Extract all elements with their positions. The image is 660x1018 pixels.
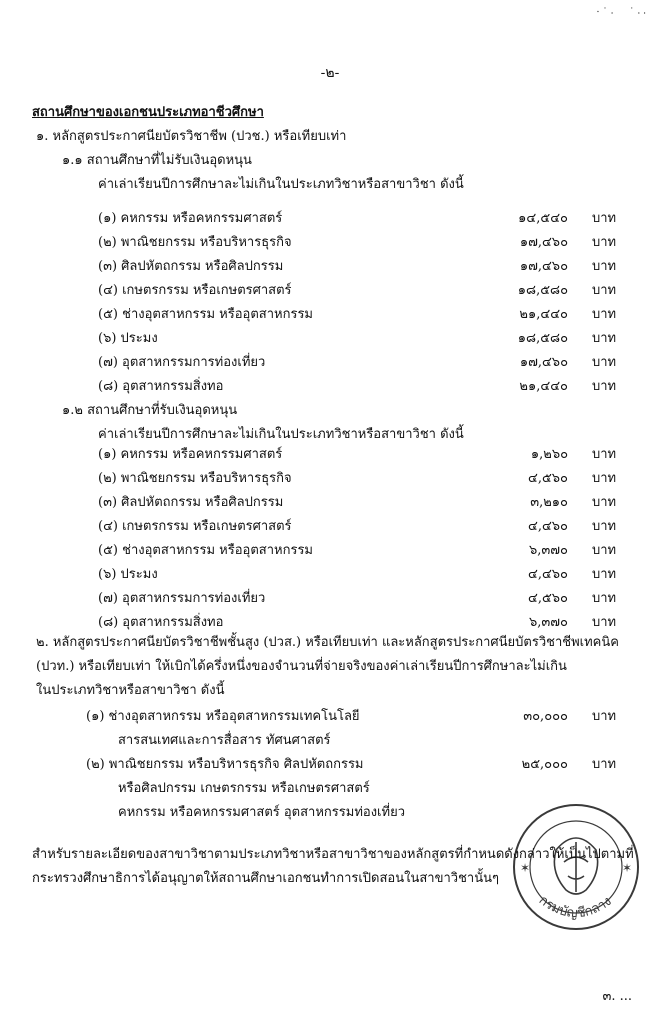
sub2-title: ๑.๒ สถานศึกษาที่รับเงินอุดหนุน	[62, 403, 238, 418]
sub1-item-label: (๒) พาณิชยกรรม หรือบริหารธุรกิจ	[98, 235, 292, 250]
sub1-title: ๑.๑ สถานศึกษาที่ไม่รับเงินอุดหนุน	[62, 153, 252, 168]
sub1-item-amount: ๑๗,๔๖๐	[519, 259, 568, 274]
sub2-item-label: (๓) ศิลปหัตถกรรม หรือศิลปกรรม	[98, 495, 284, 510]
sub2-item-label: (๘) อุตสาหกรรมสิ่งทอ	[98, 615, 224, 630]
sub1-item-unit: บาท	[592, 235, 617, 250]
sub1-item-label: (๕) ช่างอุตสาหกรรม หรืออุตสาหกรรม	[98, 307, 313, 322]
sub1-item-amount: ๑๘,๕๘๐	[517, 331, 568, 346]
sec2-item2-amount: ๒๕,๐๐๐	[521, 757, 568, 772]
sub1-item-amount: ๑๗,๔๖๐	[519, 235, 568, 250]
sub2-item-unit: บาท	[592, 471, 617, 486]
sub2-item-unit: บาท	[592, 615, 617, 630]
seal-text: กรมบัญชีกลาง	[535, 892, 615, 922]
sub2-item-amount: ๑,๒๖๐	[530, 447, 568, 462]
sec2-item2-line1: (๒) พาณิชยกรรม หรือบริหารธุรกิจ ศิลปหัตถกรรม	[86, 757, 364, 772]
sub2-item-unit: บาท	[592, 447, 617, 462]
sub1-item-label: (๑) คหกรรม หรือคหกรรมศาสตร์	[98, 211, 283, 226]
sub2-item-amount: ๖,๓๗๐	[529, 615, 568, 630]
sub2-item-label: (๒) พาณิชยกรรม หรือบริหารธุรกิจ	[98, 471, 292, 486]
sub2-item-amount: ๔,๔๖๐	[528, 519, 568, 534]
sub1-item-unit: บาท	[592, 283, 617, 298]
sub1-item-amount: ๒๑,๔๔๐	[519, 379, 568, 394]
closing-line2: กระทรวงศึกษาธิการได้อนุญาตให้สถานศึกษาเอกชนทำการเปิดสอนในสาขาวิชานั้นๆ	[32, 871, 499, 886]
sub2-item-amount: ๖,๓๗๐	[529, 543, 568, 558]
sub2-item-label: (๑) คหกรรม หรือคหกรรมศาสตร์	[98, 447, 283, 462]
sec2-item1-amount: ๓๐,๐๐๐	[523, 709, 568, 724]
sec2-item1-unit: บาท	[592, 709, 617, 724]
sub2-item-label: (๖) ประมง	[98, 567, 158, 582]
sub2-item-unit: บาท	[592, 519, 617, 534]
sub1-item-amount: ๑๘,๕๘๐	[517, 283, 568, 298]
sub2-item-amount: ๓,๒๑๐	[530, 495, 568, 510]
sub1-item-unit: บาท	[592, 259, 617, 274]
sub2-item-unit: บาท	[592, 543, 617, 558]
sub2-item-label: (๕) ช่างอุตสาหกรรม หรืออุตสาหกรรม	[98, 543, 313, 558]
next-page-reference: ๓. ...	[602, 989, 632, 1004]
sub2-item-label: (๗) อุตสาหกรรมการท่องเที่ยว	[98, 591, 266, 606]
section-heading: สถานศึกษาของเอกชนประเภทอาชีวศึกษา	[32, 105, 264, 120]
closing-line1: สำหรับรายละเอียดของสาขาวิชาตามประเภทวิชาหรือสาขาวิชาของหลักสูตรที่กำหนดดังกล่าวให้เป็นไปตามที่	[32, 847, 634, 862]
sec2-item1-line1: (๑) ช่างอุตสาหกรรม หรืออุตสาหกรรมเทคโนโลยี	[86, 709, 360, 724]
sub1-item-unit: บาท	[592, 331, 617, 346]
sub1-item-label: (๗) อุตสาหกรรมการท่องเที่ยว	[98, 355, 266, 370]
seal-star-left: ✶	[520, 861, 531, 875]
sub2-item-label: (๔) เกษตรกรรม หรือเกษตรศาสตร์	[98, 519, 292, 534]
sub1-item-unit: บาท	[592, 379, 617, 394]
sec2-line2: (ปวท.) หรือเทียบเท่า ให้เบิกได้ครึ่งหนึ่งของจำนวนที่จ่ายจริงของค่าเล่าเรียนปีการศึกษาละไม่เกิน	[36, 659, 567, 674]
sub1-item-amount: ๑๔,๕๔๐	[518, 211, 568, 226]
sub1-item-amount: ๑๗,๔๖๐	[519, 355, 568, 370]
sub2-item-amount: ๔,๔๖๐	[528, 567, 568, 582]
sec2-item2-line2: หรือศิลปกรรม เกษตรกรรม หรือเกษตรศาสตร์	[118, 781, 370, 796]
page-number: -๒-	[320, 65, 340, 81]
sec2-item1-line2: สารสนเทศและการสื่อสาร ทัศนศาสตร์	[118, 733, 331, 748]
sec2-line3: ในประเภทวิชาหรือสาขาวิชา ดังนี้	[36, 683, 225, 698]
sec2-item2-line3: คหกรรม หรือคหกรรมศาสตร์ อุตสาหกรรมท่องเที่ยว	[118, 805, 405, 820]
scan-artifact: ⸱ ˙ ⸳ ˙ ⸳ ⸳	[596, 7, 646, 18]
sub2-item-unit: บาท	[592, 495, 617, 510]
sub1-item-unit: บาท	[592, 211, 617, 226]
sub1-item-unit: บาท	[592, 307, 617, 322]
sec2-item2-unit: บาท	[592, 757, 617, 772]
sec1-title: ๑. หลักสูตรประกาศนียบัตรวิชาชีพ (ปวช.) หรือเทียบเท่า	[36, 129, 347, 144]
sub1-item-unit: บาท	[592, 355, 617, 370]
sub2-intro: ค่าเล่าเรียนปีการศึกษาละไม่เกินในประเภทวิชาหรือสาขาวิชา ดังนี้	[98, 427, 464, 442]
official-seal	[506, 792, 646, 942]
sub2-item-unit: บาท	[592, 567, 617, 582]
sub2-item-amount: ๔,๕๖๐	[528, 591, 568, 606]
seal-star-right: ✶	[622, 861, 633, 875]
sub1-item-label: (๘) อุตสาหกรรมสิ่งทอ	[98, 379, 224, 394]
sub2-item-unit: บาท	[592, 591, 617, 606]
sub1-item-amount: ๒๑,๔๔๐	[519, 307, 568, 322]
sub1-item-label: (๖) ประมง	[98, 331, 158, 346]
sub1-item-label: (๔) เกษตรกรรม หรือเกษตรศาสตร์	[98, 283, 292, 298]
sec2-line1: ๒. หลักสูตรประกาศนียบัตรวิชาชีพชั้นสูง (ปวส.) หรือเทียบเท่า และหลักสูตรประกาศนียบัตรวิชาชีพเทคนิค	[36, 635, 619, 650]
sub1-intro: ค่าเล่าเรียนปีการศึกษาละไม่เกินในประเภทวิชาหรือสาขาวิชา ดังนี้	[98, 177, 464, 192]
sub2-item-amount: ๔,๕๖๐	[528, 471, 568, 486]
sub1-item-label: (๓) ศิลปหัตถกรรม หรือศิลปกรรม	[98, 259, 284, 274]
